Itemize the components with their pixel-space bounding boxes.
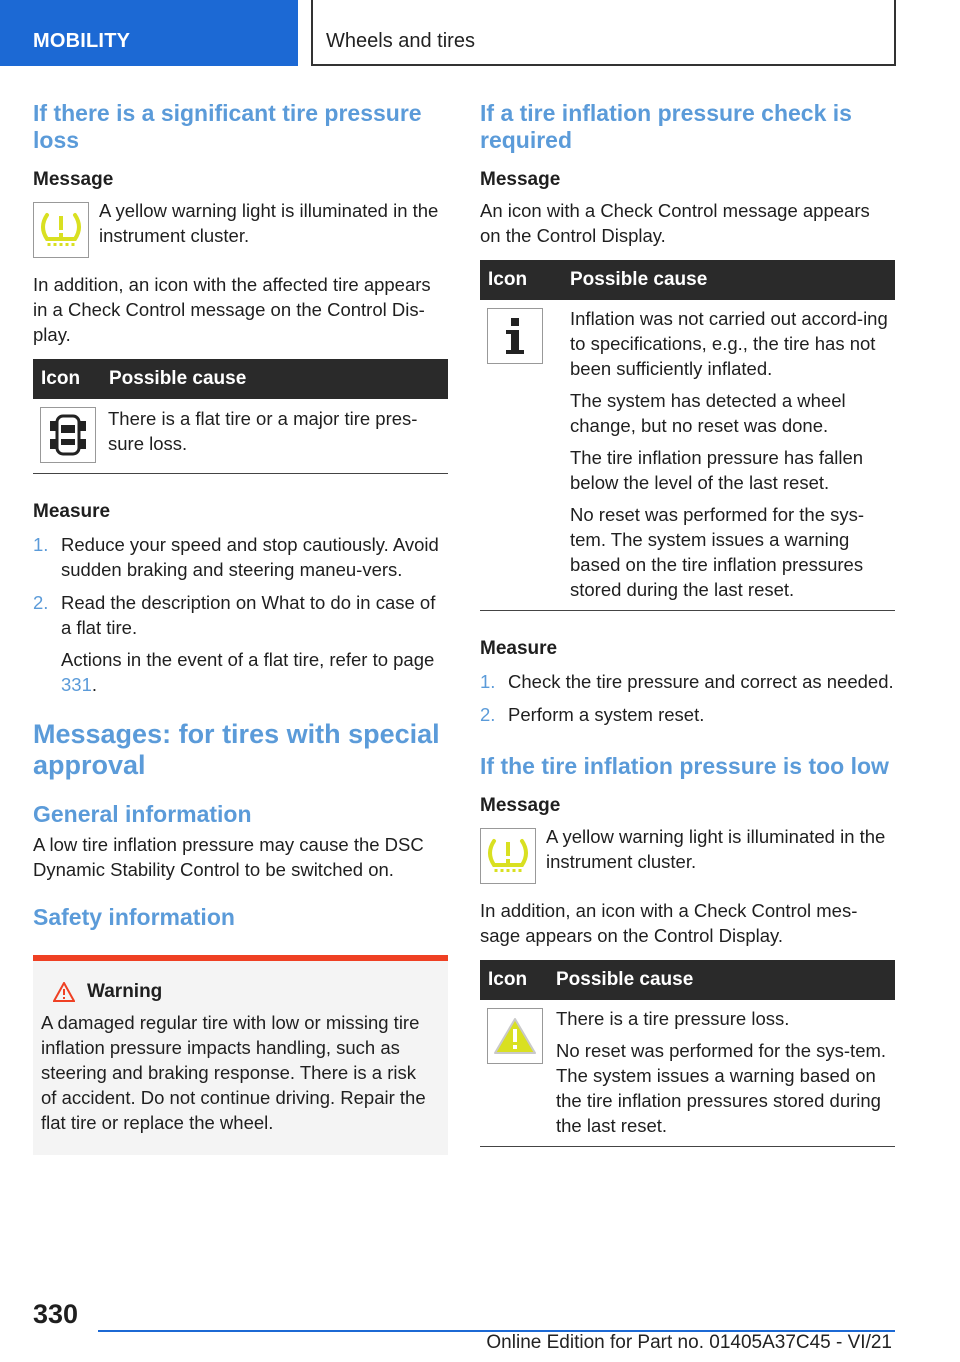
measure-label: Measure [480,638,558,659]
cause-text: There is a tire pressure loss. [556,1008,790,1029]
icon-cell [33,399,108,473]
info-icon [487,308,543,364]
cause-text: No reset was performed for the sys-tem. The system issues a warning based on the tire inflation pressures stored during the last reset. [570,504,865,600]
list-number: 2. [480,704,496,725]
icon-cell [480,300,570,602]
list-number: 1. [480,671,496,692]
tire-pressure-warning-icon [480,828,536,884]
list-item [33,532,448,582]
warning-triangle-icon [487,1008,543,1064]
addition-text: In addition, an icon with a Check Control mes-sage appears on the Control Display. [480,900,858,946]
warning-box [33,955,448,1155]
cause-cell [570,300,895,602]
cause-table [480,960,895,1147]
cause-text: No reset was performed for the sys-tem. The system issues a warning based on the tire inflation pressures stored during the last reset. [556,1040,887,1136]
table-row [33,399,448,474]
significant-loss-heading: If there is a significant tire pressure loss [33,100,422,153]
cause-cell [556,1000,895,1138]
chapter-box [311,0,896,66]
warning-light-row [33,202,448,258]
list-number: 1. [33,534,49,555]
warning-title-row [41,981,436,1003]
col-icon-header: Icon [488,269,528,290]
cause-table [480,260,895,611]
left-column [33,100,448,1155]
safety-info-heading: Safety information [33,904,235,930]
list-item [480,669,895,694]
table-row [480,1000,895,1147]
list-text: Check the tire pressure and correct as needed. [508,671,894,692]
warning-light-row [480,828,895,884]
list-text: Perform a system reset. [508,704,705,725]
cause-table [33,359,448,474]
reference-text: Actions in the event of a flat tire, refer to page [61,649,435,670]
page-header [0,0,960,66]
table-header [480,960,895,1000]
page-link[interactable]: 331 [61,674,92,695]
general-info-text: A low tire inflation pressure may cause the DSC Dynamic Stability Control to be switched on. [33,834,424,880]
col-icon-header: Icon [488,969,528,990]
icon-cell [480,1000,556,1138]
cause-text: The system has detected a wheel change, but no reset was done. [570,390,846,436]
message-label: Message [33,169,114,190]
col-icon-header: Icon [41,368,81,389]
table-header [480,260,895,300]
warning-light-text: A yellow warning light is illuminated in the instrument cluster. [546,826,886,872]
cause-text: The tire inflation pressure has fallen below the level of the last reset. [570,447,864,493]
warning-triangle-icon [53,982,75,1002]
right-column [480,100,895,1147]
list-item [480,702,895,727]
cause-text: Inflation was not carried out accord-ing to specifications, e.g., the tire has not been sufficiently inflated. [570,308,888,379]
warning-text: A damaged regular tire with low or missing tire inflation pressure impacts handling, such as steering and braking response. There is a risk of accident. Do not continue driving. Repair the flat tire or replace the wheel. [41,1012,426,1133]
reference-suffix: . [91,674,98,695]
col-cause-header: Possible cause [109,368,247,389]
cause-text: There is a flat tire or a major tire pres-sure loss. [108,408,418,454]
col-cause-header: Possible cause [570,269,708,290]
pressure-too-low-heading: If the tire inflation pressure is too low [480,753,889,779]
tire-pressure-warning-icon [33,202,89,258]
pressure-check-heading: If a tire inflation pressure check is required [480,100,852,153]
warning-light-text: A yellow warning light is illuminated in the instrument cluster. [99,200,439,246]
special-approval-heading: Messages: for tires with special approval [33,719,440,780]
measure-list [480,669,895,727]
measure-list [33,532,448,697]
section-label: MOBILITY [33,30,131,52]
warning-title: Warning [87,981,163,1002]
measure-label: Measure [33,501,111,522]
page-reference [61,647,448,697]
table-row [480,300,895,611]
addition-text: In addition, an icon with the affected tire appears in a Check Control message on the Control Dis-play. [33,274,431,345]
message-text: An icon with a Check Control message appears on the Control Display. [480,200,870,246]
page-number: 330 [33,1299,79,1329]
message-label: Message [480,169,561,190]
table-header [33,359,448,399]
car-tire-loss-icon [40,407,96,463]
section-tab [0,0,298,66]
chapter-label: Wheels and tires [326,30,475,52]
list-item [33,590,448,640]
list-text: Read the description on What to do in case of a flat tire. [61,592,436,638]
general-info-heading: General information [33,801,252,827]
col-cause-header: Possible cause [556,969,694,990]
message-label: Message [480,795,561,816]
list-number: 2. [33,592,49,613]
edition-text: Online Edition for Part no. 01405A37C45 - VI/21 [486,1332,892,1353]
list-text: Reduce your speed and stop cautiously. Avoid sudden braking and steering maneu-vers. [61,534,439,580]
